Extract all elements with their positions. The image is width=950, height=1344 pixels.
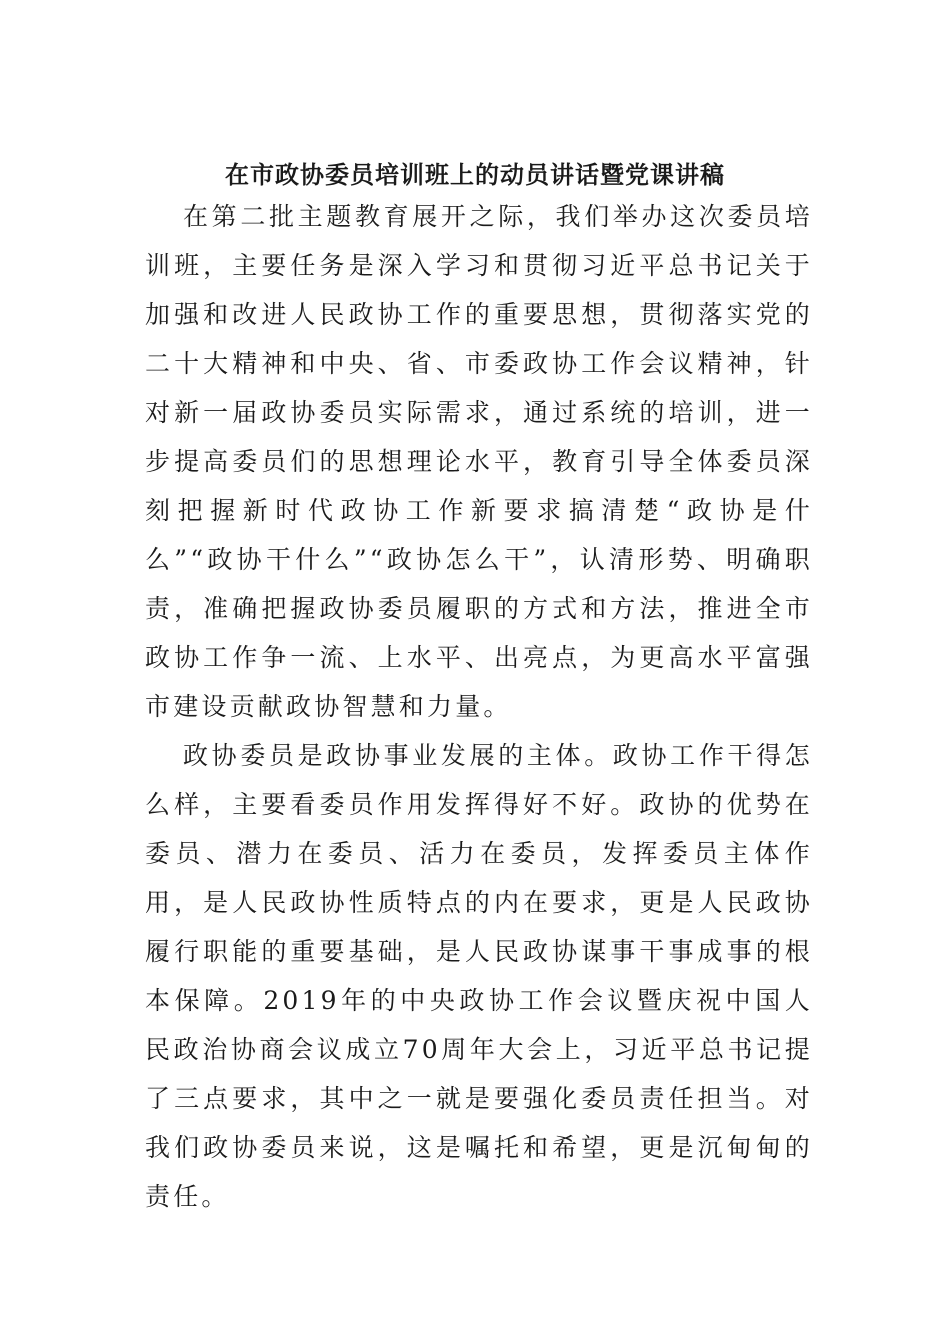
document-body xyxy=(145,192,813,1221)
paragraph-1: 在第二批主题教育展开之际，我们举办这次委员培训班，主要任务是深入学习和贯彻习近平总书记关于加强和改进人民政协工作的重要思想，贯彻落实党的二十大精神和中央、省、市委政协工作会议精神，针对新一届政协委员实际需求，通过系统的培训，进一步提高委员们的思想理论水平，教育引导全体委员深刻把握新时代政协工作新要求搞清楚“政协是什么”“政协干什么”“政协怎么干”，认清形势、明确职责，准确把握政协委员履职的方式和方法，推进全市政协工作争一流、上水平、出亮点，为更高水平富强市建设贡献政协智慧和力量。 xyxy=(145,202,813,721)
document-title: 在市政协委员培训班上的动员讲话暨党课讲稿 xyxy=(225,160,725,189)
paragraph-2: 政协委员是政协事业发展的主体。政协工作干得怎么样，主要看委员作用发挥得好不好。政协的优势在委员、潜力在委员、活力在委员，发挥委员主体作用，是人民政协性质特点的内在要求，更是人民政协履行职能的重要基础，是人民政协谋事干事成事的根本保障。2019年的中央政协工作会议暨庆祝中国人民政治协商会议成立70周年大会上，习近平总书记提了三点要求，其中之一就是要强化委员责任担当。对我们政协委员来说，这是嘱托和希望，更是沉甸甸的责任。 xyxy=(145,741,813,1211)
